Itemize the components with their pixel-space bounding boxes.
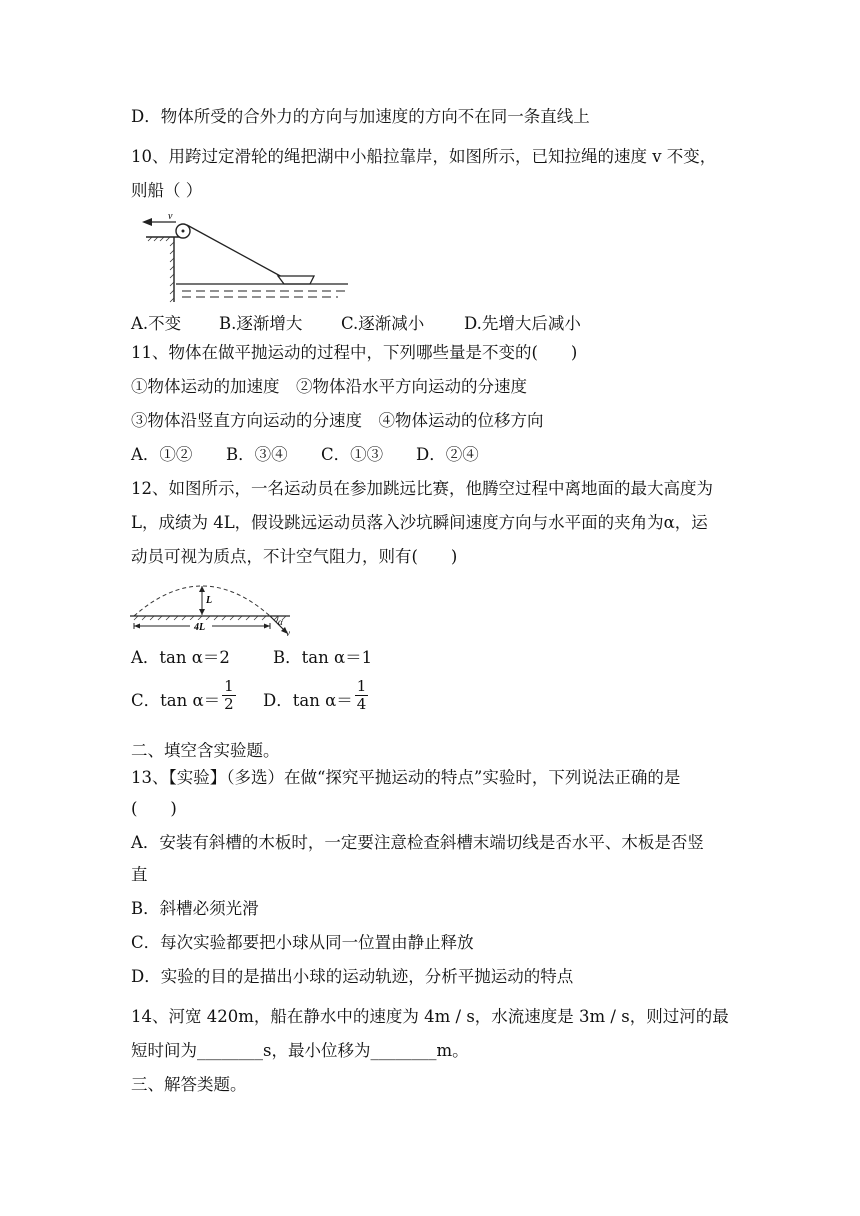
q10-pulley-axle (182, 230, 185, 233)
q12-option-b: B．tan α＝1 (273, 648, 373, 667)
q11-option-d: D．②④ (416, 445, 479, 464)
section3-title: 三、解答类题。 (131, 1075, 247, 1094)
q10-dock-hatching (148, 237, 174, 302)
q12-distance-arrow-left (134, 624, 140, 629)
q9-option-d: D．物体所受的合外力的方向与加速度的方向不在同一条直线上 (131, 107, 590, 126)
q12-height-label: L (206, 595, 213, 606)
q13-option-b: B．斜槽必须光滑 (131, 899, 259, 918)
q10-velocity-arrowhead (142, 218, 152, 226)
q12-option-d-fraction (355, 678, 369, 713)
q13-option-c: C．每次实验都要把小球从同一位置由静止释放 (131, 933, 474, 952)
q12-option-c-fraction (222, 678, 236, 713)
q12-options-row2 (131, 677, 531, 722)
q12-option-c-prefix: C．tan α＝ (131, 691, 221, 710)
q11-stem: 11、物体在做平抛运动的过程中，下列哪些量是不变的( ) (131, 343, 578, 362)
q12-option-a: A．tan α＝2 (131, 648, 230, 667)
q11-option-a: A．①② (131, 445, 193, 464)
q12-option-c-numerator: 1 (224, 677, 234, 695)
q13-option-d: D．实验的目的是描出小球的运动轨迹，分析平抛运动的特点 (131, 967, 574, 986)
q12-option-d-prefix: D．tan α＝ (263, 691, 353, 710)
q13-stem-line1: 13、【实验】（多选）在做“探究平抛运动的特点”实验时，下列说法正确的是 (131, 768, 681, 787)
q12-distance-arrow-right (264, 624, 270, 629)
q12-stem-line3: 动员可视为质点，不计空气阻力，则有( ) (131, 547, 458, 566)
q11-items-line1: ①物体运动的加速度 ②物体沿水平方向运动的分速度 (131, 377, 527, 396)
q10-rope (187, 225, 284, 278)
q10-option-d: D.先增大后减小 (464, 314, 581, 333)
q14-line1: 14、河宽 420m，船在静水中的速度为 4m / s，水流速度是 3m / s，则过河的最 (131, 1007, 729, 1026)
q12-option-d-denominator: 4 (356, 695, 367, 713)
q14-line2: 短时间为________s，最小位移为________m。 (131, 1041, 469, 1060)
q12-stem-line1: 12、如图所示，一名运动员在参加跳远比赛，他腾空过程中离地面的最大高度为 (131, 479, 713, 498)
q10-velocity-label: v (168, 211, 173, 222)
q11-items-line2: ③物体沿竖直方向运动的分速度 ④物体运动的位移方向 (131, 411, 544, 430)
q12-velocity-label: v (286, 628, 290, 638)
q12-height-arrow-bottom (199, 609, 205, 615)
q12-option-d-numerator: 1 (356, 677, 367, 695)
q13-option-a-line2: 直 (131, 865, 148, 884)
q11-option-b: B．③④ (226, 445, 288, 464)
q10-stem-line1: 10、用跨过定滑轮的绳把湖中小船拉靠岸，如图所示，已知拉绳的速度 v 不变， (131, 147, 717, 166)
q10-stem-line2: 则船（ ） (131, 181, 203, 200)
q12-distance-label: 4L (194, 622, 206, 633)
q13-stem-line2: ( ) (131, 799, 177, 818)
q10-option-c: C.逐渐减小 (341, 314, 425, 333)
section2-title: 二、填空含实验题。 (131, 741, 280, 760)
q12-option-c-denominator: 2 (224, 695, 234, 713)
q10-pulley-figure (138, 210, 353, 305)
q10-option-a: A.不变 (131, 314, 182, 333)
q12-angle-label: α (278, 617, 283, 627)
q12-long-jump-figure (128, 576, 298, 638)
q10-option-b: B.逐渐增大 (219, 314, 303, 333)
q12-option-d (263, 677, 368, 713)
q13-option-a-line1: A．安装有斜槽的木板时，一定要注意检查斜槽末端切线是否水平、木板是否竖 (131, 833, 704, 852)
q12-height-arrow-top (199, 586, 205, 592)
q12-option-c (131, 677, 236, 713)
q10-boat (278, 276, 314, 284)
q11-option-c: C．①③ (321, 445, 384, 464)
q12-stem-line2: L，成绩为 4L，假设跳远运动员落入沙坑瞬间速度方向与水平面的夹角为α，运 (131, 513, 708, 532)
